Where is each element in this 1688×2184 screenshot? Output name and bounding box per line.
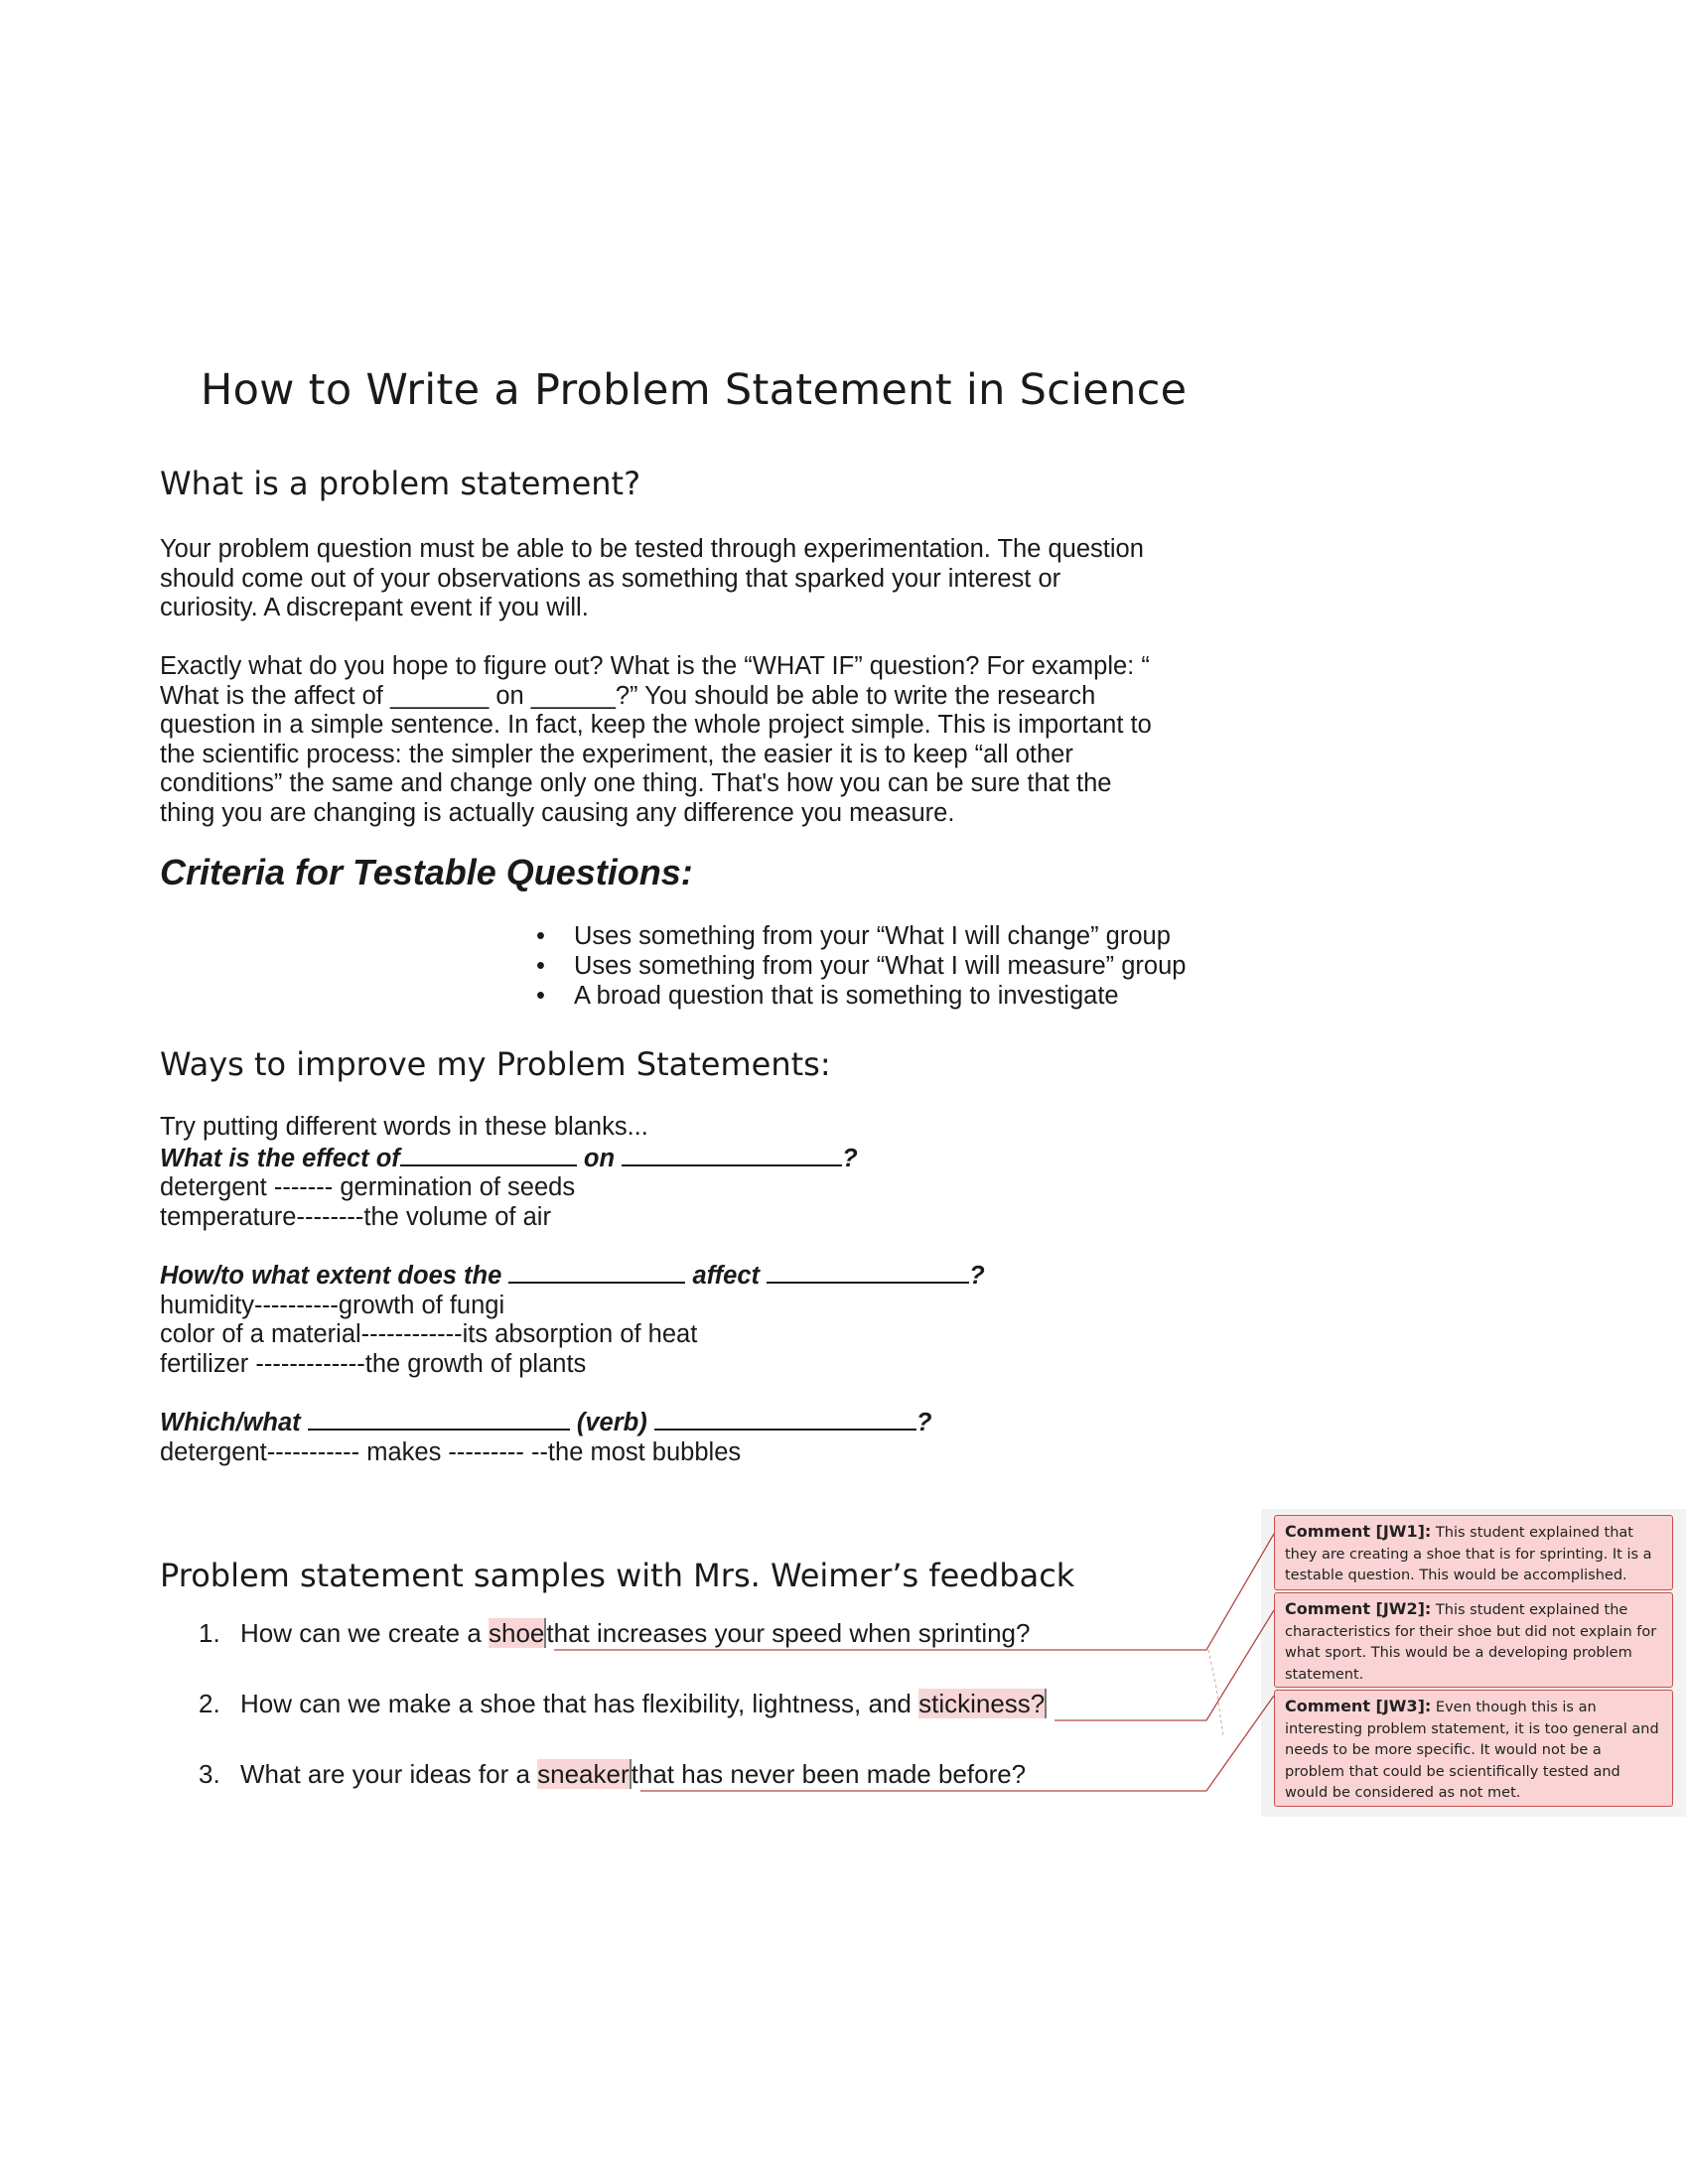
comment-text: This student explained the characteristics for their shoe but did not explain for what sport. This would be a developing problem statement. [1285, 1602, 1657, 1683]
sample-item: 2. How can we make a shoe that has flexibility, lightness, and stickiness? [199, 1689, 1046, 1718]
connector-line [554, 1534, 1274, 1650]
what-if-line: thing you are changing is actually causing any difference you measure. [160, 798, 955, 827]
what-if-line: What is the affect of _______ on ______?” You should be able to write the research [160, 681, 1096, 710]
comment-balloon[interactable] [1274, 1690, 1673, 1807]
intro-line: Your problem question must be able to be tested through experimentation. The question [160, 535, 1144, 563]
comment-label: Comment [JW1]: [1285, 1522, 1432, 1541]
template-intro: Try putting different words in these blanks... [160, 1113, 648, 1141]
template-which-what: Which/what (verb) ? [160, 1409, 932, 1436]
intro-line: curiosity. A discrepant event if you will. [160, 594, 589, 621]
what-if-line: conditions” the same and change only one thing. That's how you can be sure that the [160, 769, 1112, 797]
criteria-item: • Uses something from your “What I will measure” group [536, 952, 1187, 980]
template-example: temperature--------the volume of air [160, 1202, 551, 1231]
comment-label: Comment [JW2]: [1285, 1599, 1432, 1618]
bullet-icon: • [536, 952, 545, 980]
bullet-icon: • [536, 922, 545, 950]
comment-highlight[interactable]: sneaker [537, 1759, 630, 1789]
template-example: detergent ------- germination of seeds [160, 1173, 576, 1201]
what-if-line: question in a simple sentence. In fact, keep the whole project simple. This is important to [160, 711, 1152, 739]
section-heading-ways: Ways to improve my Problem Statements: [160, 1045, 831, 1083]
template-example: color of a material------------its absorption of heat [160, 1320, 698, 1348]
what-if-line: Exactly what do you hope to figure out? What is the “WHAT IF” question? For example: “ [160, 652, 1150, 680]
comment-balloon[interactable] [1274, 1592, 1673, 1688]
comment-anchor[interactable]: that has never been made before? [631, 1759, 1027, 1789]
intro-line: should come out of your observations as something that sparked your interest or [160, 564, 1061, 593]
comment-text: This student explained that they are creating a shoe that is for sprinting. It is a testable question. This would be accomplished. [1285, 1525, 1652, 1583]
comment-highlight[interactable]: shoe [489, 1618, 545, 1648]
template-example: humidity----------growth of fungi [160, 1291, 505, 1319]
criteria-item: • Uses something from your “What I will change” group [536, 922, 1171, 950]
comment-anchor[interactable]: that increases your speed when sprinting? [546, 1618, 1031, 1648]
sample-item: 3. What are your ideas for a sneakerthat has never been made before? [199, 1759, 1027, 1789]
what-if-line: the scientific process: the simpler the experiment, the easier it is to keep “all other [160, 740, 1073, 768]
section-heading-what-is: What is a problem statement? [160, 465, 641, 502]
section-heading-samples: Problem statement samples with Mrs. Weimer’s feedback [160, 1557, 1075, 1594]
comment-balloon[interactable] [1274, 1515, 1673, 1590]
template-example: detergent----------- makes --------- --the most bubbles [160, 1437, 742, 1466]
comment-highlight[interactable]: stickiness? [918, 1689, 1046, 1718]
connector-line [1208, 1650, 1223, 1737]
bullet-icon: • [536, 982, 545, 1010]
criteria-heading: Criteria for Testable Questions: [160, 852, 693, 892]
criteria-item: • A broad question that is something to investigate [536, 982, 1119, 1010]
comment-text: Even though this is an interesting problem statement, it is too general and needs to be more specific. It would not be a problem that could be scientifically tested and would be considered as not met. [1285, 1700, 1659, 1801]
page-title: How to Write a Problem Statement in Science [201, 365, 1188, 415]
template-effect-of: What is the effect of on ? [160, 1144, 858, 1172]
sample-item: 1. How can we create a shoethat increases your speed when sprinting? [199, 1618, 1031, 1648]
comment-label: Comment [JW3]: [1285, 1697, 1432, 1715]
connector-line [1055, 1610, 1274, 1720]
template-extent: How/to what extent does the affect ? [160, 1262, 985, 1290]
connector-line [640, 1696, 1274, 1791]
template-example: fertilizer -------------the growth of plants [160, 1349, 587, 1378]
